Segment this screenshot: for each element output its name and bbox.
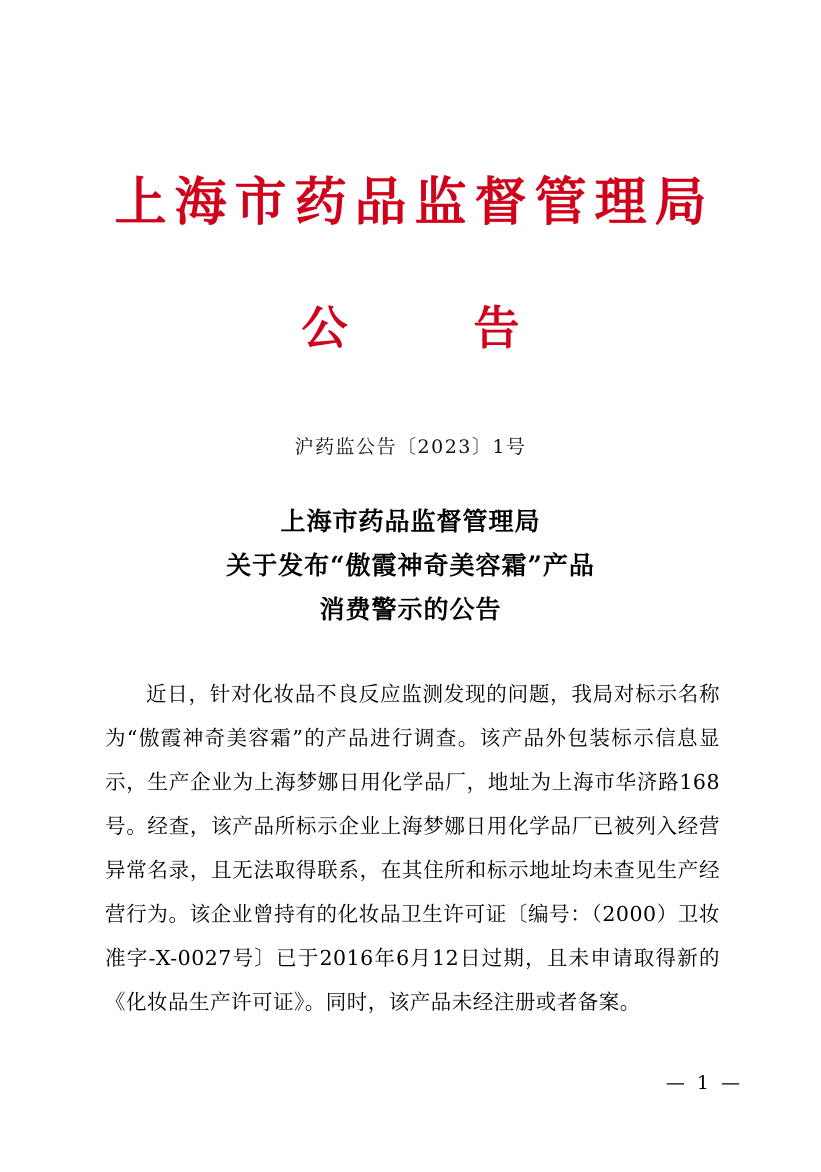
document-body xyxy=(105,672,720,1024)
document-number: 沪药监公告〔2023〕1号 xyxy=(294,436,527,458)
page-number: — 1 — xyxy=(665,1072,743,1094)
document-type-heading: 公 告 xyxy=(301,301,560,355)
issuing-authority-title: 上海市药品监督管理局 xyxy=(114,172,715,233)
masthead xyxy=(0,172,821,234)
document-title-line-1: 上海市药品监督管理局 xyxy=(280,507,541,536)
document-title-line-3: 消费警示的公告 xyxy=(319,595,502,624)
body-paragraph-1: 近日，针对化妆品不良反应监测发现的问题，我局对标示名称为“傲霞神奇美容霜”的产品进行调查。该产品外包装标示信息显示，生产企业为上海梦娜日用化学品厂，地址为上海市华济路168号。经查，该产品所标示企业上海梦娜日用化学品厂已被列入经营异常名录，且无法取得联系，在其住所和标示地址均未查见生产经营行为。该企业曾持有的化妆品卫生许可证〔编号：（2000）卫妆准字-X-0027号〕已于2016年6月12日过期，且未申请取得新的《化妆品生产许可证》。同时，该产品未经注册或者备案。 xyxy=(105,682,720,1014)
document-title-line-2: 关于发布“傲霞神奇美容霜”产品 xyxy=(226,551,595,580)
document-title xyxy=(0,500,821,632)
